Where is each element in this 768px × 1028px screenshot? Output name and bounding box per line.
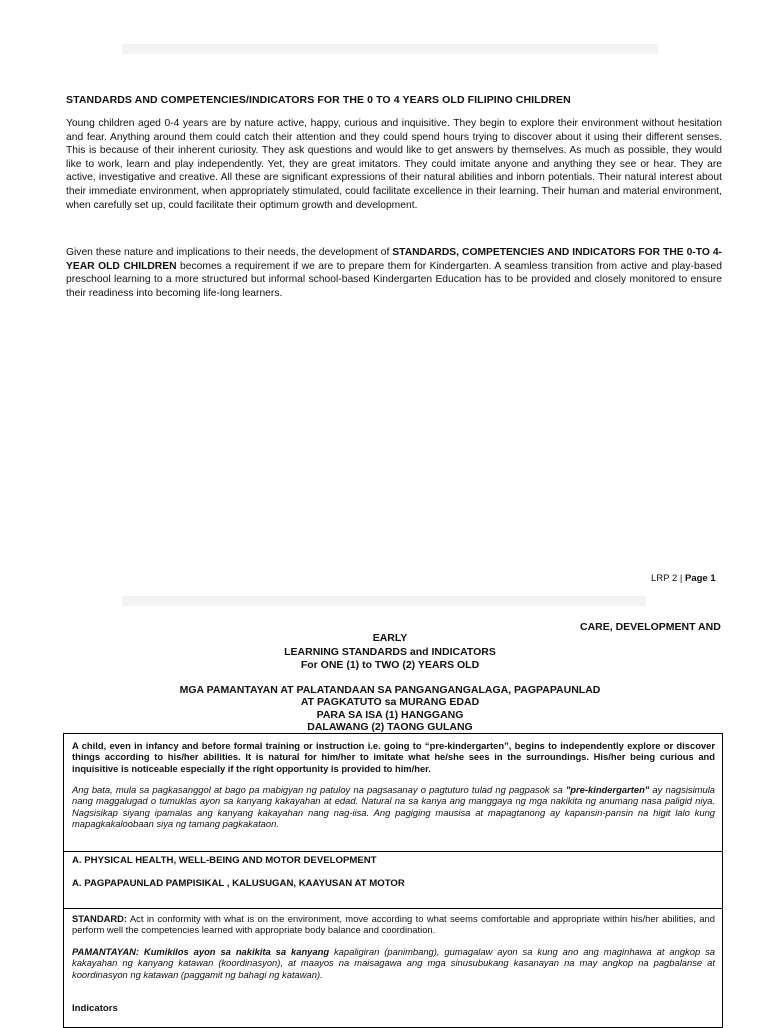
purpose-paragraph bbox=[66, 246, 722, 300]
pamantayan-text bbox=[72, 946, 715, 980]
heading-line: EARLY bbox=[372, 632, 408, 644]
standard-label: STANDARD: bbox=[72, 913, 128, 924]
standard-body: Act in conformity with what is on the environment, move according to what seems comfortable and appropriate within his/her abilities, and perform well the competencies learned with appropriate body balance and coordination. bbox=[72, 913, 715, 936]
purpose-text-bold: STANDARDS, COMPETENCIES AND INDICATORS FOR THE 0-TO 4-YEAR OLD CHILDREN bbox=[66, 247, 722, 272]
intro-filipino-text bbox=[72, 784, 715, 830]
intro-filipino-bold: "pre-kindergarten" bbox=[565, 784, 650, 795]
pamantayan-label: PAMANTAYAN: Kumikilos ayon sa nakikita sa kanyang bbox=[72, 946, 330, 957]
purpose-text-end: becomes a requirement if we are to prepare them for Kindergarten. A seamless transition from active and play-based preschool learning to a more structured but informal school-based Kindergarten Education has to be provided and closely monitored to ensure their readiness into becoming life-long learners. bbox=[66, 260, 723, 299]
page-footer bbox=[651, 573, 716, 584]
footer-page-number: Page 1 bbox=[684, 573, 716, 584]
indicators-label: Indicators bbox=[72, 1003, 118, 1014]
intro-paragraph: Young children aged 0-4 years are by nature active, happy, curious and inquisitive. They begin to explore their environment without hesitation and fear. Anything around them could catch their attention and they could spend hours trying to discover about it using their different senses. This is because of their inherent curiosity. They ask questions and would like to get answers by themselves. As much as possible, they would like to work, learn and play independently. Yet, they are great imitators. They could imitate anyone and anything they see or hear. They are active, investigative and creative. All these are significant expressions of their natural abilities and inborn potentials. Their natural interest about their immediate environment, when appropriately stimulated, could facilitate excellence in their learning. Their human and material environment, when carefully set up, could facilitate their optimum growth and development. bbox=[66, 118, 722, 211]
filipino-heading-line: AT PAGKATUTO sa MURANG EDAD bbox=[300, 696, 480, 708]
page-title: STANDARDS AND COMPETENCIES/INDICATORS FOR THE 0 TO 4 YEARS OLD FILIPINO CHILDREN bbox=[66, 94, 571, 106]
heading-line: LEARNING STANDARDS and INDICATORS bbox=[284, 646, 496, 658]
filipino-heading-line: DALAWANG (2) TAONG GULANG bbox=[307, 721, 473, 733]
standard-text bbox=[72, 913, 715, 936]
heading-line: For ONE (1) to TWO (2) YEARS OLD bbox=[300, 659, 480, 671]
intro-filipino-end: ay nagsisimula nang maggalugad o tumuklas ayon sa kanyang kakayahan at edad. Natural na sa kanya ang manggaya ng mga nakikita ng anumang nasa paligid niya. Nagsisikap siyang ipamalas ang kanyang kakayahan nang nag-iisa. Ang pagiging mausisa at mapagtanong ay kapansin-pansin na higit lalo kung mapagkakaloobaan siya ng tamang pagkakataon. bbox=[72, 784, 715, 830]
filipino-heading-line: MGA PAMANTAYAN AT PALATANDAAN SA PANGANGANGALAGA, PAGPAPAUNLAD bbox=[179, 684, 601, 696]
intro-english-text: A child, even in infancy and before formal training or instruction i.e. going to “pre-kindergarten”, begins to independently explore or discover things according to his/her abilities. It is natural for him/her to imitate what he/she sees in the surroundings. His/her being curious and inquisitive is noticeable especially if the right opportunity is provided to him/her. bbox=[72, 740, 715, 774]
faded-header-line bbox=[122, 596, 646, 606]
intro-filipino-start: Ang bata, mula sa pagkasanggol at bago pa mabigyan ng patuloy na pagsasanay o pagtuturo tulad ng pagpasok sa bbox=[72, 784, 566, 795]
faded-header-line bbox=[122, 44, 658, 54]
domain-heading-english: A. PHYSICAL HEALTH, WELL-BEING AND MOTOR DEVELOPMENT bbox=[72, 855, 377, 866]
section-heading-right: CARE, DEVELOPMENT AND bbox=[580, 621, 721, 633]
pamantayan-body: kapaligiran (panimbang), gumagalaw ayon sa kung ano ang maginhawa at angkop sa kakayahan ng kanyang katawan (koordinasyon), at maayos na maisagawa ang mga sinusubukang kasanayan na may angkop na pagbalanse at koordinasyon ng katawan (paggamit ng bahagi ng katawan). bbox=[72, 946, 715, 980]
filipino-heading-line: PARA SA ISA (1) HANGGANG bbox=[316, 709, 464, 721]
purpose-text-start: Given these nature and implications to their needs, the development of bbox=[66, 247, 393, 258]
domain-heading-filipino: A. PAGPAPAUNLAD PAMPISIKAL , KALUSUGAN, KAAYUSAN AT MOTOR bbox=[72, 878, 405, 889]
footer-prefix: LRP 2 | bbox=[651, 573, 685, 584]
